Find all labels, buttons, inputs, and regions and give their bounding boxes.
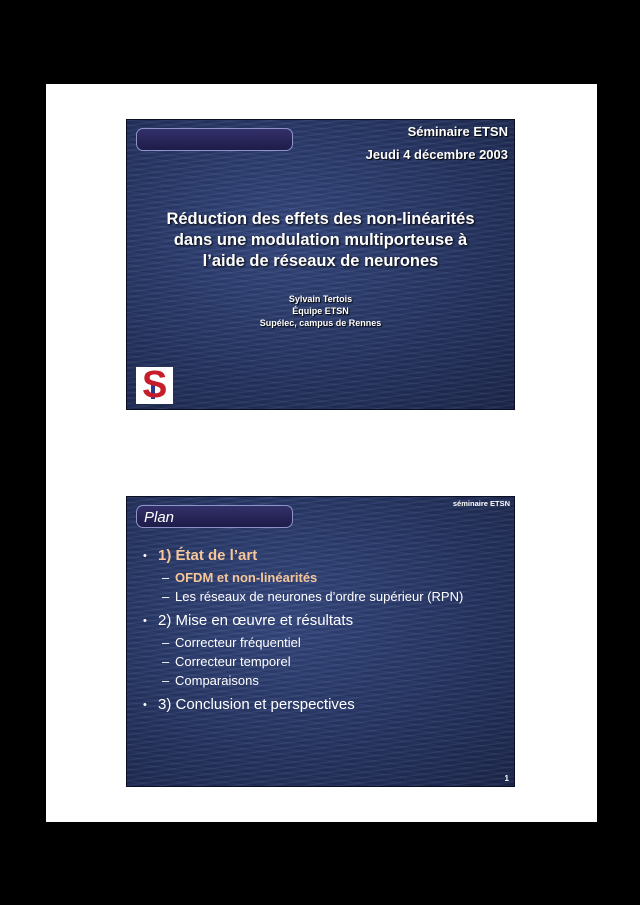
item-text: OFDM et non-linéarités [175, 570, 318, 585]
page-number: 1 [504, 774, 509, 783]
plan-slide [126, 496, 515, 787]
title-bar-decoration [136, 128, 293, 151]
author-name: Sylvain Tertois [288, 294, 353, 304]
dash-marker: – [162, 589, 170, 604]
bullet-marker: • [143, 550, 147, 562]
team-name: Équipe ETSN [292, 306, 349, 316]
bullet-marker: • [143, 699, 147, 711]
item-text: 1) État de l’art [158, 547, 258, 564]
title-line: dans une modulation multiporteuse à [173, 231, 468, 249]
presentation-title [127, 209, 514, 272]
dash-marker: – [162, 654, 170, 669]
bullet-item [141, 545, 506, 567]
sub-bullet-item [141, 654, 506, 670]
logo-letter: S [142, 364, 168, 406]
title-line: l’aide de réseaux de neurones [202, 252, 439, 270]
sub-bullet-item [141, 589, 506, 605]
plan-list [141, 545, 506, 716]
slide-header: séminaire ETSN [452, 499, 510, 508]
sub-bullet-item [141, 673, 506, 689]
event-date: Jeudi 4 décembre 2003 [365, 147, 508, 162]
title-slide [126, 119, 515, 410]
dash-marker: – [162, 570, 170, 585]
title-line: Réduction des effets des non-linéarités [166, 210, 475, 228]
item-text: Correcteur fréquentiel [175, 635, 301, 650]
author-block [127, 293, 514, 329]
item-text: Comparaisons [175, 673, 259, 688]
item-text: 3) Conclusion et perspectives [158, 696, 355, 713]
dash-marker: – [162, 635, 170, 650]
event-name: Séminaire ETSN [407, 124, 508, 139]
bullet-marker: • [143, 615, 147, 627]
item-text: 2) Mise en œuvre et résultats [158, 612, 354, 629]
sub-bullet-item [141, 635, 506, 651]
bullet-item [141, 694, 506, 716]
affiliation: Supélec, campus de Rennes [259, 318, 382, 328]
sub-bullet-item [141, 570, 506, 586]
dash-marker: – [162, 673, 170, 688]
item-text: Correcteur temporel [175, 654, 291, 669]
item-text: Les réseaux de neurones d’ordre supérieur (RPN) [175, 589, 464, 604]
bullet-item [141, 610, 506, 632]
supelec-logo [136, 364, 173, 406]
slide-title: Plan [144, 509, 175, 526]
